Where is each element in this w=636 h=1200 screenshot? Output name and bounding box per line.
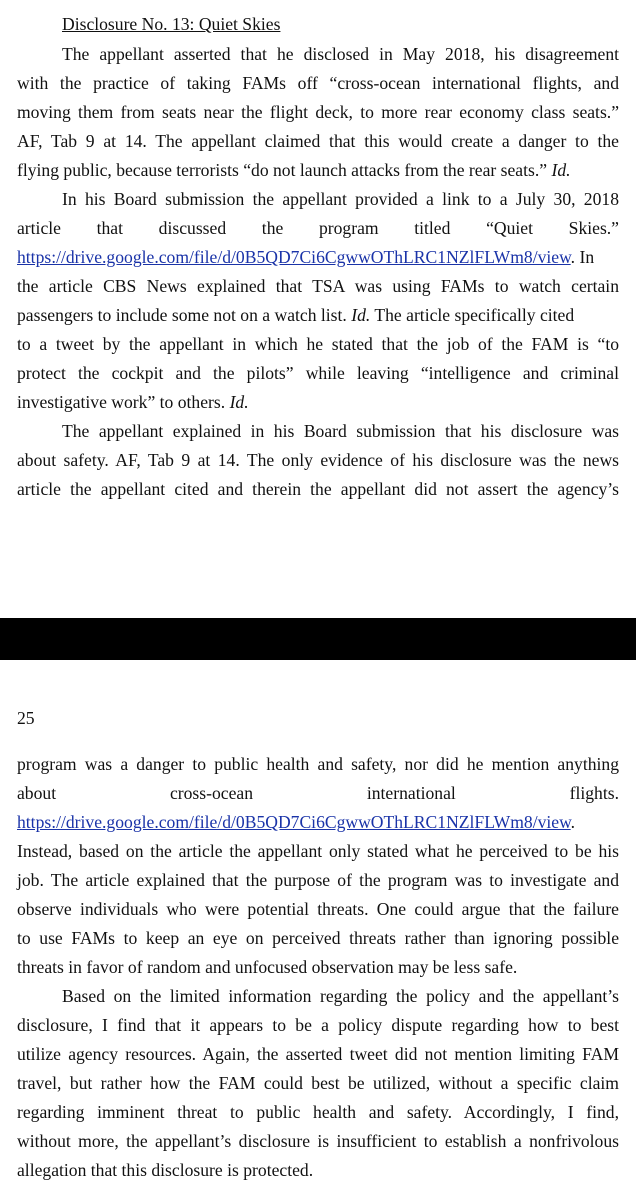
body-line: passengers to include some not on a watch list. Id. The article specifically cited: [17, 305, 575, 325]
body-line: article that discussed the program titled “Quiet Skies.”: [17, 218, 619, 238]
body-line: AF, Tab 9 at 14. The appellant claimed that this would create a danger to the: [17, 131, 619, 151]
page-number: 25: [17, 708, 35, 728]
body-line: The appellant asserted that he disclosed in May 2018, his disagreement: [62, 44, 619, 64]
body-line: the article CBS News explained that TSA was using FAMs to watch certain: [17, 276, 619, 296]
body-line: protect the cockpit and the pilots” while leaving “intelligence and criminal: [17, 363, 619, 383]
body-line: travel, but rather how the FAM could best be utilized, without a specific claim: [17, 1073, 619, 1093]
body-line: disclosure, I find that it appears to be a policy dispute regarding how to best: [17, 1015, 619, 1035]
body-line: job. The article explained that the purpose of the program was to investigate and: [17, 870, 619, 890]
body-line: without more, the appellant’s disclosure is insufficient to establish a nonfrivolous: [17, 1131, 619, 1151]
body-line: program was a danger to public health and safety, nor did he mention anything: [17, 754, 619, 774]
body-line: The appellant explained in his Board submission that his disclosure was: [62, 421, 619, 441]
body-line: with the practice of taking FAMs off “cross-ocean international flights, and: [17, 73, 619, 93]
body-line: about safety. AF, Tab 9 at 14. The only evidence of his disclosure was the news: [17, 450, 619, 470]
section-heading: Disclosure No. 13: Quiet Skies: [62, 14, 281, 34]
drive-link[interactable]: https://drive.google.com/file/d/0B5QD7Ci6CgwwOThLRC1NZlFLWm8/view: [17, 812, 571, 832]
body-line: to use FAMs to keep an eye on perceived threats rather than ignoring possible: [17, 928, 619, 948]
document-page-bottom: [0, 660, 636, 1200]
body-line: investigative work” to others. Id.: [17, 392, 249, 412]
body-line: allegation that this disclosure is protected.: [17, 1160, 314, 1180]
body-line: utilize agency resources. Again, the asserted tweet did not mention limiting FAM: [17, 1044, 619, 1064]
body-line: threats in favor of random and unfocused observation may be less safe.: [17, 957, 518, 977]
body-line: to a tweet by the appellant in which he stated that the job of the FAM is “to: [17, 334, 619, 354]
body-line: regarding imminent threat to public health and safety. Accordingly, I find,: [17, 1102, 619, 1122]
page-break-bar: [0, 618, 636, 660]
body-line: moving them from seats near the flight deck, to more rear economy class seats.”: [17, 102, 619, 122]
body-line: https://drive.google.com/file/d/0B5QD7Ci6CgwwOThLRC1NZlFLWm8/view. In: [17, 247, 595, 267]
drive-link[interactable]: https://drive.google.com/file/d/0B5QD7Ci6CgwwOThLRC1NZlFLWm8/view: [17, 247, 571, 267]
body-line: about cross-ocean international flights.: [17, 783, 619, 803]
body-line: Instead, based on the article the appellant only stated what he perceived to be his: [17, 841, 619, 861]
body-line: flying public, because terrorists “do not launch attacks from the rear seats.” Id.: [17, 160, 571, 180]
body-line: In his Board submission the appellant provided a link to a July 30, 2018: [62, 189, 619, 209]
body-line: Based on the limited information regarding the policy and the appellant’s: [62, 986, 619, 1006]
body-line: observe individuals who were potential threats. One could argue that the failure: [17, 899, 619, 919]
id-citation: Id.: [551, 160, 571, 180]
body-line: article the appellant cited and therein the appellant did not assert the agency’s: [17, 479, 619, 499]
body-line: https://drive.google.com/file/d/0B5QD7Ci6CgwwOThLRC1NZlFLWm8/view.: [17, 812, 576, 832]
